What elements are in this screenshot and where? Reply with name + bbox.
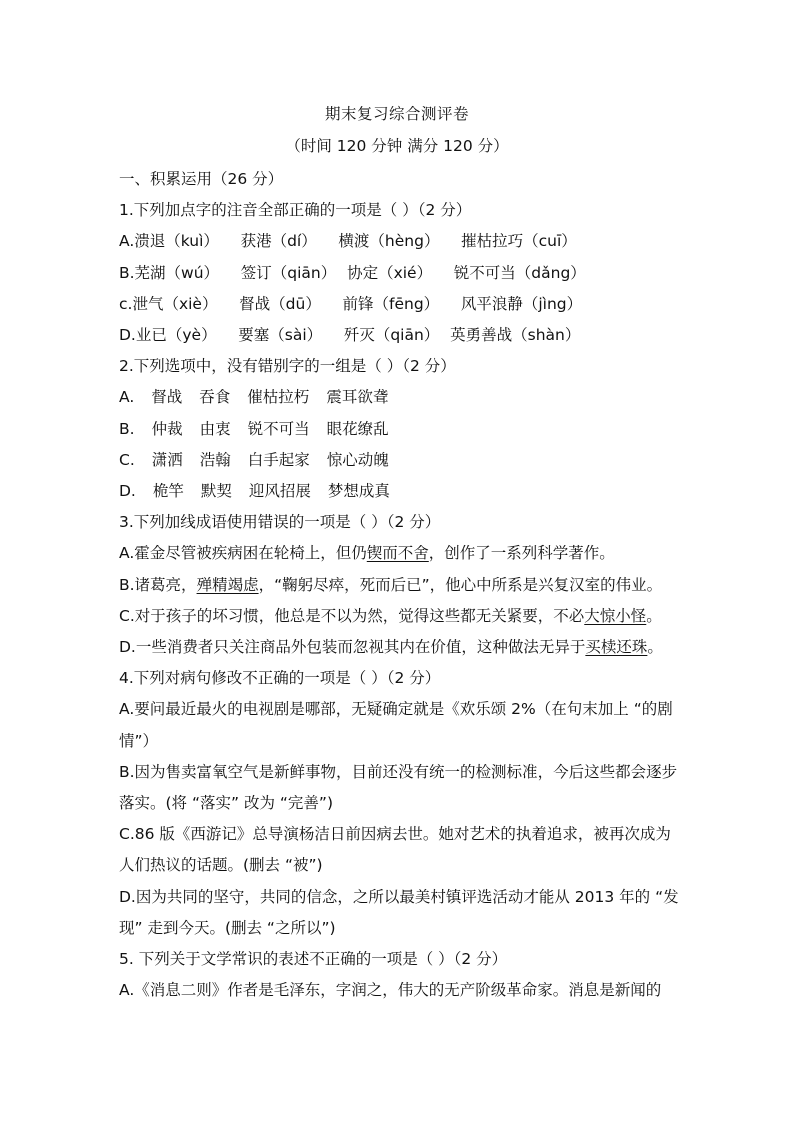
question-4-stem: 4.下列对病句修改不正确的一项是（ ）（2 分） xyxy=(119,669,441,688)
option-word: 潇洒 xyxy=(151,450,183,469)
option-text: ，“鞠躬尽瘁，死而后已”，他心中所系是兴复汉室的伟业。 xyxy=(258,575,663,594)
option-part: A.溃退（kuì） xyxy=(119,232,219,251)
question-1-stem: 1.下列加点字的注音全部正确的一项是（ ）（2 分） xyxy=(119,201,472,220)
question-1-option-a xyxy=(119,226,679,257)
question-3-option-c xyxy=(119,601,679,632)
option-part: 签订（qiān） xyxy=(240,263,337,282)
underlined-idiom: 买椟还珠 xyxy=(585,638,648,657)
option-word: 锐不可当 xyxy=(247,419,310,438)
underlined-idiom: 大惊小怪 xyxy=(584,606,647,625)
question-5-stem: 5. 下列关于文学常识的表述不正确的一项是（ ）（2 分） xyxy=(119,950,508,969)
option-letter: A. xyxy=(119,388,135,407)
question-4-option-c: C.86 版《西游记》总导演杨洁日前因病去世。她对艺术的执着追求，被再次成为人们热议的话题。(删去 “被”) xyxy=(119,825,671,875)
option-text: B.诸葛亮， xyxy=(119,575,197,594)
option-word: 默契 xyxy=(200,482,232,501)
option-part: 歼灭（qiān） xyxy=(343,326,440,345)
option-word: 仲裁 xyxy=(151,419,183,438)
option-letter: B. xyxy=(119,419,135,438)
question-5-option-a: A.《消息二则》作者是毛泽东，字润之，伟大的无产阶级革命家。消息是新闻的 xyxy=(119,981,662,1000)
question-1-option-c xyxy=(119,289,679,320)
question-1-option-b xyxy=(119,258,679,289)
option-word: 震耳欲聋 xyxy=(326,388,389,407)
option-part: 要塞（sài） xyxy=(238,326,323,345)
option-part: 摧枯拉巧（cuī） xyxy=(461,232,577,251)
option-letter: D. xyxy=(119,482,136,501)
option-part: c.泄气（xiè） xyxy=(119,294,218,313)
option-part: 英勇善战（shàn） xyxy=(450,326,581,345)
option-text: ，创作了一系列科学著作。 xyxy=(428,544,615,563)
section-heading: 一、积累运用（26 分） xyxy=(119,170,284,188)
option-part: 前锋（fēng） xyxy=(342,294,440,313)
option-word: 吞食 xyxy=(199,388,231,407)
option-text: 。 xyxy=(647,638,663,657)
option-text: C.对于孩子的坏习惯，他总是不以为然，觉得这些都无关紧要，不必 xyxy=(119,606,585,625)
option-part: 风平浪静（jìng） xyxy=(460,294,583,313)
option-part: 督战（dū） xyxy=(239,294,321,313)
option-part: D.业已（yè） xyxy=(119,326,217,345)
question-4-option-a: A.要问最近最火的电视剧是哪部，无疑确定就是《欢乐颂 2%（在句末加上 “的剧情”） xyxy=(119,700,673,750)
option-word: 浩翰 xyxy=(199,450,231,469)
question-3-stem: 3.下列加线成语使用错误的一项是（ ）（2 分） xyxy=(119,513,441,532)
question-3-option-d xyxy=(119,632,679,663)
option-part: 横渡（hèng） xyxy=(338,232,440,251)
question-4-option-d: D.因为共同的坚守，共同的信念，之所以最美村镇评选活动才能从 2013 年的 “发现” 走到今天。(删去 “之所以”) xyxy=(119,887,679,937)
underlined-idiom: 锲而不舍 xyxy=(366,544,429,563)
option-text: A.霍金尽管被疾病困在轮椅上，但仍 xyxy=(119,544,367,563)
option-word: 惊心动魄 xyxy=(326,450,389,469)
question-2-option-d xyxy=(119,476,679,507)
option-text: 。 xyxy=(646,606,662,625)
underlined-idiom: 殚精竭虑 xyxy=(196,575,259,594)
question-2-stem: 2.下列选项中，没有错别字的一组是（ ）（2 分） xyxy=(119,357,456,376)
question-2-option-a xyxy=(119,382,679,413)
question-2-option-c xyxy=(119,445,679,476)
option-part: 获港（dí） xyxy=(240,232,317,251)
option-word: 白手起家 xyxy=(247,450,310,469)
option-word: 催枯拉朽 xyxy=(247,388,310,407)
option-part: B.芜湖（wú） xyxy=(119,263,220,282)
question-3-option-b xyxy=(119,570,679,601)
question-1-option-d xyxy=(119,320,679,351)
question-4-option-b: B.因为售卖富氧空气是新鲜事物，目前还没有统一的检测标准，今后这些都会逐步落实。(将 “落实” 改为 “完善”) xyxy=(119,762,678,813)
option-word: 由衷 xyxy=(199,419,231,438)
exam-content xyxy=(119,164,679,1006)
option-word: 督战 xyxy=(151,388,183,407)
option-word: 迎风招展 xyxy=(248,482,311,501)
option-part: 协定（xié） xyxy=(347,263,433,282)
option-word: 梦想成真 xyxy=(327,482,390,501)
option-text: D.一些消费者只关注商品外包装而忽视其内在价值，这种做法无异于 xyxy=(119,638,586,657)
page-title: 期末复习综合测评卷 xyxy=(324,105,469,123)
option-word: 眼花缭乱 xyxy=(326,419,389,438)
option-word: 桅竿 xyxy=(152,482,184,501)
option-part: 锐不可当（dǎng） xyxy=(453,263,586,282)
question-2-option-b xyxy=(119,414,679,445)
page-subtitle: （时间 120 分钟 满分 120 分） xyxy=(285,137,509,155)
question-3-option-a xyxy=(119,538,679,569)
option-letter: C. xyxy=(119,450,135,469)
